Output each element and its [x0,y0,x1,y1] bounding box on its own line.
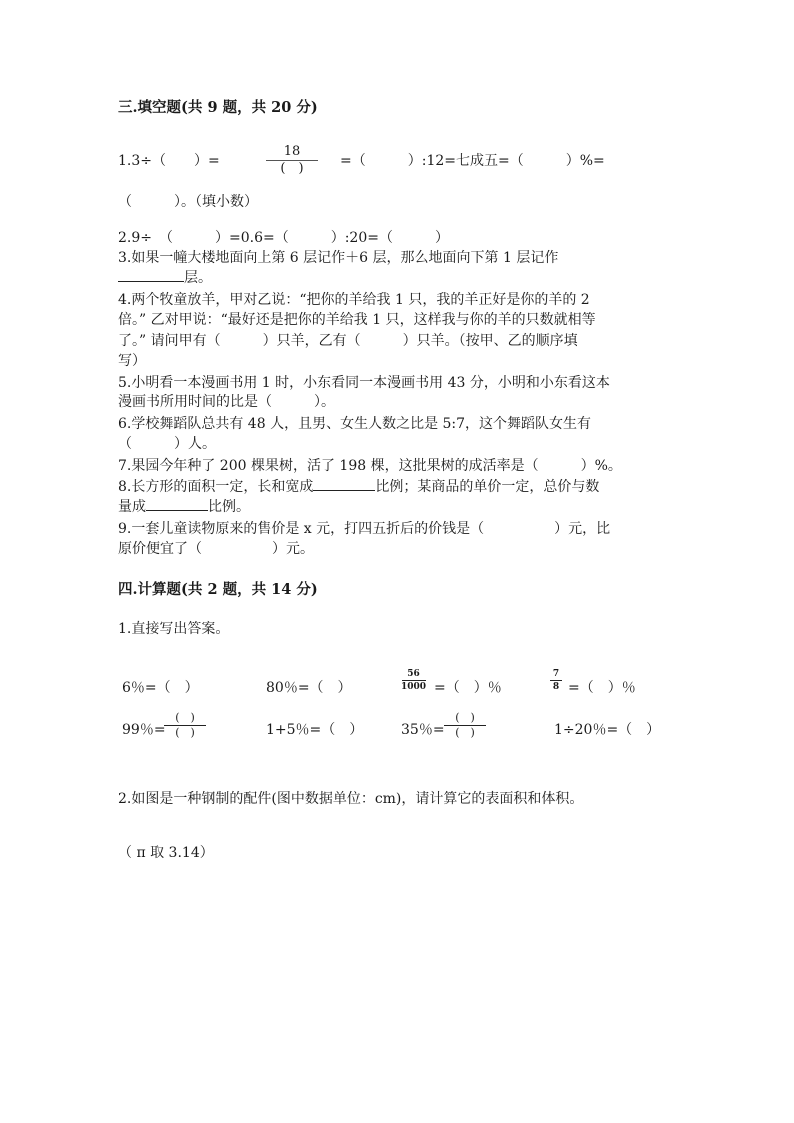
q8-line-1-b: 比例；某商品的单价一定，总价与数 [375,479,600,495]
q2-text: 2.9÷ （ ）=0.6=（ ）:20=（ ） [118,230,449,246]
fraction-numerator: ( ) [455,711,475,724]
answer-blank[interactable] [146,496,208,511]
q1-prefix: 1.3÷（ ）= [118,153,220,169]
fraction-numerator: 56 [407,669,420,679]
q8-line-1-a: 8.长方形的面积一定，长和宽成 [118,479,314,495]
fraction-denominator: 1000 [401,682,427,692]
calc-q2-title: 2.如图是一种钢制的配件(图中数据单位：cm)，请计算它的表面积和体积。 [118,791,584,807]
fraction-numerator: ( ) [175,711,195,724]
calc-r1-a: 6％=（ ） [122,680,199,696]
q4-line-2: 倍。” 乙对甲说：“最好还是把你的羊给我 1 只，这样我与你的羊的只数就相等 [118,312,596,328]
q1-suffix: =（ ）:12=七成五=（ ）%= [340,153,605,169]
calc-r2-b: 1+5％=（ ） [266,722,364,738]
q1-fraction [266,145,318,176]
q6-line-1: 6.学校舞蹈队总共有 48 人，且男、女生人数之比是 5:7，这个舞蹈队女生有 [118,416,592,432]
calc-r2-a-fraction [164,712,206,739]
fraction-numerator: 7 [552,669,560,679]
calc-q2-note: （ π 取 3.14） [118,845,214,861]
q4-line-3: 了。” 请问甲有（ ）只羊，乙有（ ）只羊。（按甲、乙的顺序填 [118,333,578,349]
calc-r1-d-fraction [550,669,562,692]
fraction-denominator: 8 [552,682,560,692]
answer-blank[interactable] [313,476,375,491]
q8-line-1 [118,476,599,496]
q5-line-2: 漫画书所用时间的比是（ ）。 [118,394,335,410]
q8-line-2 [118,496,250,516]
q1-fraction-numerator: 18 [283,144,301,159]
section-4-heading: 四.计算题(共 2 题，共 14 分) [118,581,318,598]
calc-r1-d-suffix: =（ ）％ [568,680,636,696]
q9-line-1: 9.一套儿童读物原来的售价是 x 元，打四五折后的价钱是（ ）元，比 [118,521,611,537]
q3-line-1: 3.如果一幢大楼地面向上第 6 层记作＋6 层，那么地面向下第 1 层记作 [118,250,559,266]
calc-r2-d: 1÷20％=（ ） [554,722,661,738]
section-3-heading: 三.填空题(共 9 题，共 20 分) [118,99,318,116]
q4-line-1: 4.两个牧童放羊，甲对乙说：“把你的羊给我 1 只，我的羊正好是你的羊的 2 [118,292,590,308]
q3-line-2 [118,267,212,287]
q1-fraction-denominator: ( ) [280,161,304,176]
calc-r2-c-fraction [444,712,486,739]
q7-text: 7.果园今年种了 200 棵果树，活了 198 棵，这批果树的成活率是（ ）%。 [118,458,622,474]
q8-line-2-b: 比例。 [208,499,250,515]
q1-line-2: （ ）。（填小数） [118,194,258,210]
q3-line-2-text: 层。 [184,270,212,286]
calc-r2-c-prefix: 35％= [401,722,445,738]
q5-line-1: 5.小明看一本漫画书用 1 时，小东看同一本漫画书用 43 分，小明和小东看这本 [118,375,610,391]
q9-line-2: 原价便宜了（ ）元。 [118,541,314,557]
fraction-bar [550,680,562,681]
calc-q1-title: 1.直接写出答案。 [118,621,230,637]
q8-line-2-a: 量成 [118,499,146,515]
fraction-denominator: ( ) [455,726,475,739]
fraction-bar [402,680,426,681]
calc-r1-c-fraction [401,669,426,692]
calc-r1-c-suffix: =（ ）％ [434,680,502,696]
q6-line-2: （ ）人。 [118,436,216,452]
fraction-denominator: ( ) [175,726,195,739]
q4-line-4: 写） [118,353,146,369]
calc-r1-b: 80％=（ ） [266,680,352,696]
answer-blank[interactable] [118,267,184,282]
calc-r2-a-prefix: 99％= [122,722,166,738]
